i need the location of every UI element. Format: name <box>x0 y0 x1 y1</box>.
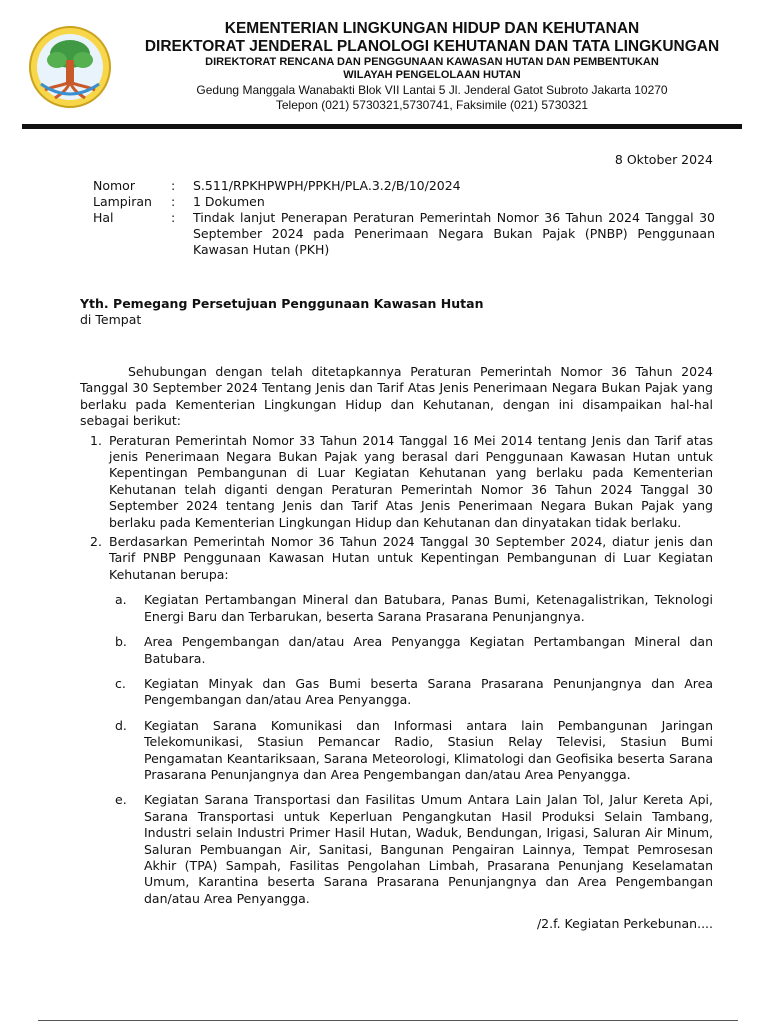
addressee-name: Yth. Pemegang Persetujuan Penggunaan Kawasan Hutan <box>80 296 484 311</box>
list-item-text: Berdasarkan Pemerintah Nomor 36 Tahun 2024 Tanggal 30 September 2024, diatur jenis dan Tarif PNBP Penggunaan Kawasan Hutan untuk Kepentingan Pembangunan di Luar Kegiatan Kehutanan berupa: <box>109 534 713 582</box>
hal-label: Hal <box>93 210 114 225</box>
sub-item-text: Kegiatan Sarana Transportasi dan Fasilitas Umum Antara Lain Jalan Tol, Jalur Kereta Api, Sarana Transportasi untuk Keperluan Pengangkutan Hasil Produksi Selain Tambang, Industri selain Industri Primer Hasil Hutan, Waduk, Bendungan, Irigasi, Saluran Air Minum, Saluran Pembuangan Air, Sanitasi, Bangunan Pengairan Lainnya, Tempat Pemrosesan Akhir (TPA) Sampah, Fasilitas Pengolahan Limbah, Prasarana Penunjang Keselamatan Umum, Karantina beserta Sarana Prasarana Penunjangnya dan Area Pengembangan dan/atau Area Penyangga. <box>144 792 713 906</box>
sub-item <box>109 676 713 709</box>
office-address: Gedung Manggala Wanabakti Blok VII Lantai 5 Jl. Jenderal Gatot Subroto Jakarta 10270 <box>196 83 668 97</box>
nomor-value: S.511/RPKHPWPH/PPKH/PLA.3.2/B/10/2024 <box>193 178 461 193</box>
list-number: 2. <box>90 534 102 550</box>
sub-item-text: Kegiatan Sarana Komunikasi dan Informasi antara lain Pembangunan Jaringan Telekomunikasi, Stasiun Pemancar Radio, Stasiun Relay Televisi, Stasiun Bumi Pengamatan Keantariksaan, Sarana Meteorologi, Klimatologi dan Geofisika beserta Sarana Prasarana Penunjangnya dan Area Pengembangan dan/atau Area Penyangga. <box>144 717 713 782</box>
meta-colon: : <box>171 210 176 225</box>
hal-value: Tindak lanjut Penerapan Peraturan Pemerintah Nomor 36 Tahun 2024 Tanggal 30 September 2024 pada Penerimaan Negara Bukan Pajak (PNBP) Penggunaan Kawasan Hutan (PKH) <box>193 210 715 257</box>
letter-meta <box>93 178 715 258</box>
sub-item-letter: e. <box>115 792 127 808</box>
list-number: 1. <box>90 432 102 448</box>
intro-paragraph: Sehubungan dengan telah ditetapkannya Peraturan Pemerintah Nomor 36 Tahun 2024 Tanggal 30 September 2024 Tentang Jenis dan Tarif Atas Jenis Penerimaan Negara Bukan Pajak yang berlaku pada Kementerian Lingkungan Hidup dan Kehutanan, dengan ini disampaikan hal-hal sebagai berikut: <box>80 364 713 429</box>
letterhead-divider <box>22 124 742 129</box>
sub-item-letter: c. <box>115 675 126 691</box>
meta-colon: : <box>171 178 176 193</box>
lampiran-row <box>93 194 715 210</box>
letter-date: 8 Oktober 2024 <box>614 152 713 167</box>
sub-item <box>109 792 713 907</box>
sub-item <box>109 634 713 667</box>
sub-item <box>109 718 713 784</box>
list-item <box>80 433 713 531</box>
directorate-general-name: DIREKTORAT JENDERAL PLANOLOGI KEHUTANAN DAN TATA LINGKUNGAN <box>144 38 720 55</box>
nomor-row <box>93 178 715 194</box>
footer-divider <box>38 1020 738 1021</box>
meta-colon: : <box>171 194 176 209</box>
sub-item-text: Kegiatan Minyak dan Gas Bumi beserta Sarana Prasarana Penunjangnya dan Area Pengembangan dan/atau Area Penyangga. <box>144 675 713 708</box>
office-phone: Telepon (021) 5730321,5730741, Faksimile (021) 5730321 <box>275 98 589 112</box>
sub-item <box>109 592 713 625</box>
hal-row <box>93 210 715 258</box>
sub-item-letter: b. <box>115 634 127 650</box>
sub-item-letter: a. <box>115 592 127 608</box>
sub-item-letter: d. <box>115 717 127 733</box>
page-continuation-note: /2.f. Kegiatan Perkebunan.... <box>536 916 713 932</box>
nomor-label: Nomor <box>93 178 135 193</box>
sub-item-text: Area Pengembangan dan/atau Area Penyangga Kegiatan Pertambangan Mineral dan Batubara. <box>144 634 713 666</box>
ministry-name: KEMENTERIAN LINGKUNGAN HIDUP DAN KEHUTANAN <box>224 20 640 37</box>
letter-body <box>80 364 713 933</box>
list-item-text: Peraturan Pemerintah Nomor 33 Tahun 2014 Tanggal 16 Mei 2014 tentang Jenis dan Tarif atas jenis Penerimaan Negara Bukan Pajak yang berasal dari Penggunaan Kawasan Hutan untuk Kepentingan Pembangunan di Luar Kegiatan Kehutanan yang berlaku pada Kementerian Kehutanan telah diganti dengan Peraturan Pemerintah Nomor 36 Tahun 2024 Tanggal 30 September 2024 tentang Jenis dan Tarif Atas Jenis Penerimaan Negara Bukan Pajak yang berlaku pada Kementerian Lingkungan Hidup dan Kehutanan dan dinyatakan tidak berlaku. <box>109 432 713 530</box>
lampiran-value: 1 Dokumen <box>193 194 265 209</box>
ministry-tree-emblem-icon <box>27 24 113 110</box>
sub-item-text: Kegiatan Pertambangan Mineral dan Batubara, Panas Bumi, Ketenagalistrikan, Teknologi Energi Baru dan Terbarukan, beserta Sarana Prasarana Penunjangnya. <box>144 592 713 624</box>
lampiran-label: Lampiran <box>93 194 152 209</box>
list-item <box>80 534 713 907</box>
directorate-name: DIREKTORAT RENCANA DAN PENGGUNAAN KAWASAN HUTAN DAN PEMBENTUKAN <box>205 56 659 68</box>
addressee-block <box>80 296 720 328</box>
directorate-name-continued: WILAYAH PENGELOLAAN HUTAN <box>343 69 521 81</box>
letterhead <box>0 0 768 132</box>
addressee-place: di Tempat <box>80 312 142 327</box>
numbered-list <box>80 433 713 908</box>
